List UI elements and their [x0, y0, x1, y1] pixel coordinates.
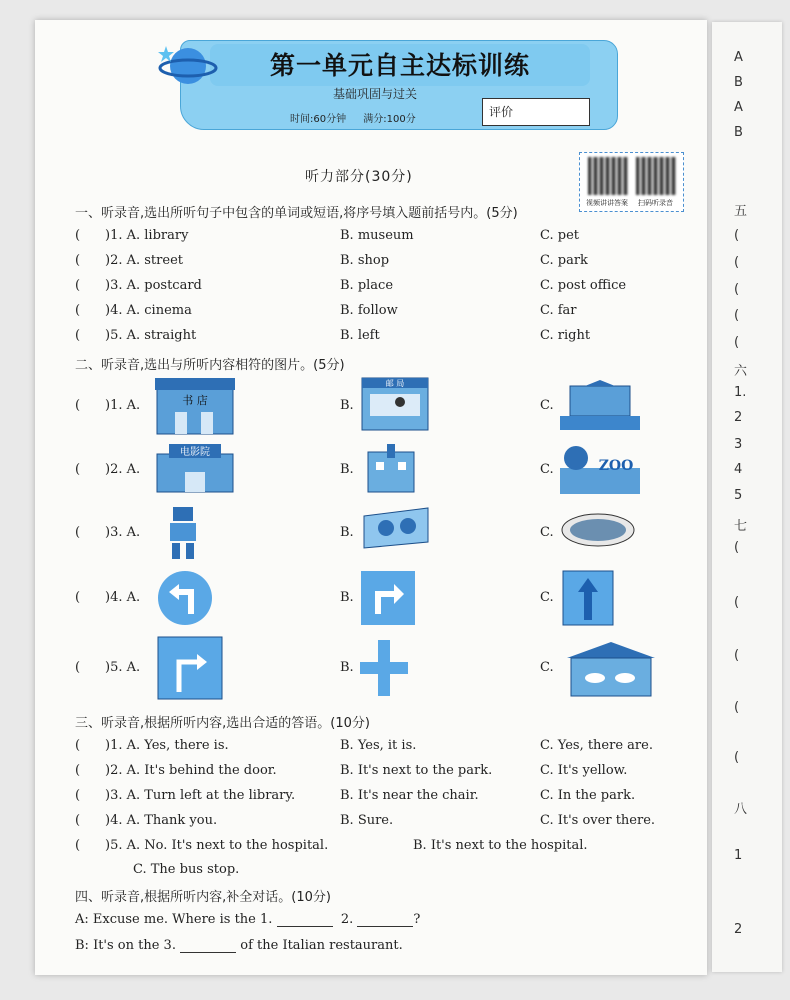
turn-right-film-sign-icon: [157, 636, 223, 700]
blank-1[interactable]: [277, 914, 333, 927]
q1-row: [75, 303, 695, 325]
post-office-picture: [360, 376, 430, 432]
q3-row: [75, 838, 695, 860]
blank-2[interactable]: [357, 914, 413, 927]
next-page-fragment: (: [734, 308, 740, 323]
next-page-fragment: 4: [734, 462, 743, 477]
option-c: C. It's over there.: [540, 813, 656, 828]
answer-bracket[interactable]: (: [75, 278, 81, 293]
option-a: )4. A. Thank you.: [105, 813, 218, 828]
turn-left-sign-icon: [157, 570, 213, 626]
blank-3[interactable]: [180, 940, 236, 953]
qr-codes: 视频讲讲答案 扫码听录音: [579, 152, 684, 212]
q1-row: [75, 253, 695, 275]
answer-bracket[interactable]: (: [75, 525, 81, 540]
answer-bracket[interactable]: (: [75, 462, 81, 477]
option-c: C.: [540, 590, 554, 605]
school-picture: [560, 380, 640, 432]
q3-row: [75, 738, 695, 760]
answer-bracket[interactable]: (: [75, 328, 81, 343]
restaurant-picture: [565, 640, 657, 698]
option-b: B.: [340, 398, 354, 413]
next-page-fragment: 2: [734, 922, 743, 937]
option-a: )3. A. postcard: [105, 278, 202, 293]
option-a: )2. A.: [105, 462, 141, 477]
svg-text:邮 局: 邮 局: [385, 379, 405, 388]
q3-row: [75, 788, 695, 810]
option-c: C. It's yellow.: [540, 763, 628, 778]
option-b: B. It's next to the park.: [340, 763, 493, 778]
option-b: B. left: [340, 328, 380, 343]
time-limit: 时间:60分钟: [290, 114, 347, 125]
q1-row: [75, 328, 695, 350]
zoo-picture: [560, 440, 640, 496]
svg-text:ZOO: ZOO: [598, 458, 634, 474]
next-page-fragment: 八: [734, 802, 748, 817]
option-b: B. Yes, it is.: [340, 738, 417, 753]
next-page-fragment: A: [734, 100, 743, 115]
option-c: C.: [540, 398, 554, 413]
option-b: B. museum: [340, 228, 414, 243]
option-a: )5. A.: [105, 660, 141, 675]
map-picture: [360, 506, 432, 550]
answer-bracket[interactable]: (: [75, 398, 81, 413]
next-page-fragment: 七: [734, 519, 748, 534]
next-page-fragment: 3: [734, 437, 743, 452]
option-b: B.: [340, 660, 354, 675]
option-c: C.: [540, 525, 554, 540]
option-a: )4. A. cinema: [105, 303, 192, 318]
page-title: 第一单元自主达标训练: [269, 51, 530, 80]
next-page-fragment: (: [734, 282, 740, 297]
go-straight-sign-icon: [562, 570, 614, 626]
next-page-edge: [712, 22, 782, 972]
next-page-fragment: A: [734, 50, 743, 65]
next-page-fragment: B: [734, 75, 743, 90]
next-page-fragment: (: [734, 595, 740, 610]
option-b: B. Sure.: [340, 813, 394, 828]
next-page-fragment: 1.: [734, 385, 747, 400]
answer-bracket[interactable]: (: [75, 253, 81, 268]
robot-picture: [158, 505, 208, 561]
next-page-fragment: (: [734, 255, 740, 270]
svg-text:电影院: 电影院: [180, 447, 210, 458]
page-subtitle: 基础巩固与过关: [332, 87, 417, 101]
qr-code-icon[interactable]: [636, 157, 676, 195]
q1-heading: 一、听录音,选出所听句子中包含的单词或短语,将序号填入题前括号内。(5分): [75, 206, 518, 221]
next-page-fragment: 六: [734, 364, 748, 379]
option-c: C. post office: [540, 278, 627, 293]
option-b: B. place: [340, 278, 394, 293]
answer-bracket[interactable]: (: [75, 590, 81, 605]
next-page-fragment: (: [734, 335, 740, 350]
next-page-fragment: 5: [734, 488, 743, 503]
full-score: 满分:100分: [363, 114, 416, 125]
crossroads-picture: [358, 638, 410, 698]
q3-row: [75, 763, 695, 785]
option-a: )2. A. It's behind the door.: [105, 763, 277, 778]
option-a: )3. A. Turn left at the library.: [105, 788, 296, 803]
answer-bracket[interactable]: (: [75, 228, 81, 243]
q3-heading: 三、听录音,根据所听内容,选出合适的答语。(10分): [75, 716, 370, 731]
planet-icon: [158, 36, 218, 96]
option-c: C.: [540, 660, 554, 675]
q3-row5-option-c: C. The bus stop.: [133, 862, 240, 877]
option-c: C. far: [540, 303, 577, 318]
option-b: B.: [340, 590, 354, 605]
next-page-fragment: (: [734, 228, 740, 243]
q1-row: [75, 278, 695, 300]
turn-right-sign-icon: [360, 570, 416, 626]
option-a: )2. A. street: [105, 253, 183, 268]
option-c: C. Yes, there are.: [540, 738, 653, 753]
option-b: B. follow: [340, 303, 398, 318]
option-c: C.: [540, 462, 554, 477]
option-b: B.: [340, 462, 354, 477]
option-b: B. It's next to the hospital.: [413, 838, 588, 853]
option-b: B. shop: [340, 253, 390, 268]
answer-bracket[interactable]: (: [75, 838, 81, 853]
next-page-fragment: (: [734, 540, 740, 555]
q4-line-2: B: It's on the 3. of the Italian restaurant.: [75, 938, 403, 953]
q3-row: [75, 813, 695, 835]
answer-bracket[interactable]: (: [75, 763, 81, 778]
option-a: )5. A. straight: [105, 328, 197, 343]
next-page-fragment: (: [734, 750, 740, 765]
option-a: )1. A. library: [105, 228, 189, 243]
q2-heading: 二、听录音,选出与所听内容相符的图片。(5分): [75, 358, 345, 373]
answer-bracket[interactable]: (: [75, 303, 81, 318]
option-b: B. It's near the chair.: [340, 788, 479, 803]
q4-heading: 四、听录音,根据所听内容,补全对话。(10分): [75, 890, 331, 905]
option-c: C. right: [540, 328, 591, 343]
svg-text:书 店: 书 店: [182, 394, 208, 407]
pizza-picture: [560, 512, 636, 548]
option-a: )5. A. No. It's next to the hospital.: [105, 838, 329, 853]
next-page-fragment: 1: [734, 848, 743, 863]
option-b: B.: [340, 525, 354, 540]
qr-code-icon[interactable]: [588, 157, 628, 195]
next-page-fragment: (: [734, 700, 740, 715]
option-a: )3. A.: [105, 525, 141, 540]
next-page-fragment: B: [734, 125, 743, 140]
evaluation-box[interactable]: 评价: [482, 98, 590, 126]
answer-bracket[interactable]: (: [75, 738, 81, 753]
next-page-fragment: 五: [734, 204, 748, 219]
q1-row: [75, 228, 695, 250]
cinema-picture: [155, 442, 235, 494]
option-a: )1. A.: [105, 398, 141, 413]
bookstore-picture: [155, 376, 235, 436]
next-page-fragment: (: [734, 648, 740, 663]
answer-bracket[interactable]: (: [75, 660, 81, 675]
option-c: C. In the park.: [540, 788, 636, 803]
hospital-picture: [360, 442, 422, 494]
answer-bracket[interactable]: (: [75, 788, 81, 803]
exam-meta: [290, 110, 430, 125]
option-c: C. pet: [540, 228, 579, 243]
answer-bracket[interactable]: (: [75, 813, 81, 828]
option-c: C. park: [540, 253, 588, 268]
section-title: 听力部分(30分): [305, 169, 413, 185]
q4-line-1: A: Excuse me. Where is the 1. 2. ?: [75, 912, 421, 927]
next-page-fragment: 2: [734, 410, 743, 425]
option-a: )1. A. Yes, there is.: [105, 738, 229, 753]
option-a: )4. A.: [105, 590, 141, 605]
